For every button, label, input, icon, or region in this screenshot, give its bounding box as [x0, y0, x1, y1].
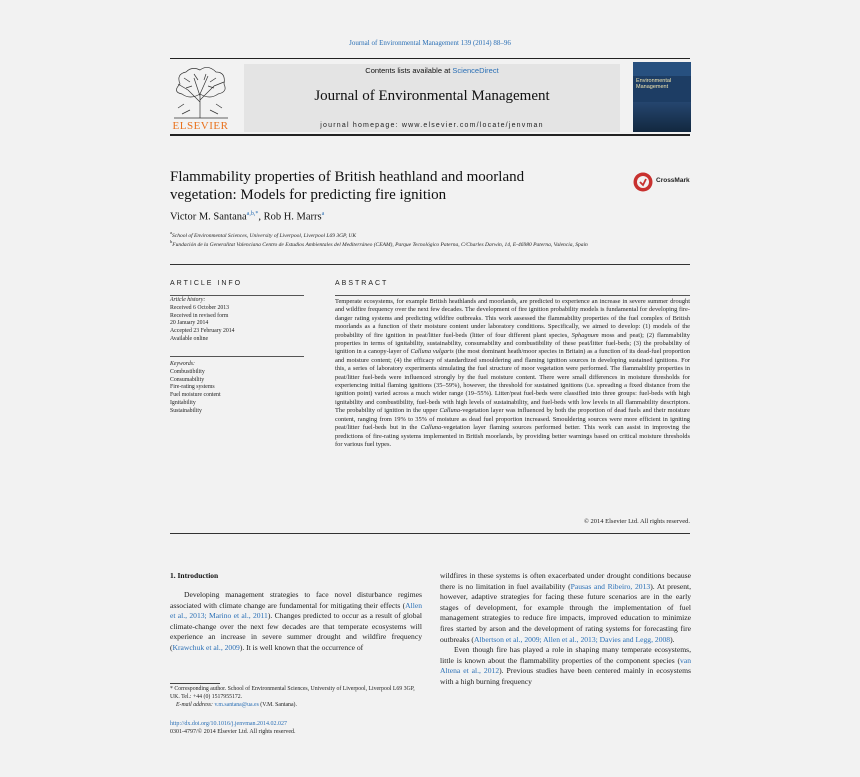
affiliation: $^b$Fundación de la Generalitat Valenciana Centro de Estudios Ambientales del Mediterráneo (CEAM), Parque Tecnológico Paterna, C/Charles Darwin, 14, E-46980 Paterna, Valencia, Spain	[170, 239, 588, 248]
abstract-text: Temperate ecosystems, for example British heathlands and moorlands, are predicted to experience an increase in severe summer drought and wildfire frequency over the next few decades. The development of fire ignition probability models is fundamental for developing fire-danger rating systems and predicting wildfire outbreaks. This work assessed the flammability properties of the fuel complex of British moorlands as a function of their moisture content under laboratory conditions. Specifically, we aimed to develop: (1) models of the probability of fire ignition in peat/litter fuel-beds (litter of four different plant species, Sphagnum moss and peat); (2) flammability properties in terms of ignitability, sustainability, consumability and combustibility of these peat/litter fuel-beds; (3) the probability of ignition in a canopy-layer of Calluna vulgaris (the most dominant heath/moor species in Britain) as a function of its dead-fuel proportion and moisture content; (4) the efficacy of standardized smouldering and flaming ignition sources in developing sustained ignitions. For this, a series of laboratory experiments simulating the fuel structure of moor vegetation were performed. The flammability properties in peat/litter fuel-beds were influenced strongly by the fuel moisture content. There were small differences in moisture thresholds for experiencing initial flaming ignitions (35–59%), however, the threshold for sustained ignitions (i.e. spreading a fixed distance from the ignition point) varied across a much wider range (19–55%). Litter/peat fuel-beds were classified into three groups: fuel-beds with high ignitability and combustibility, fuel-beds with high levels of sustainability, and fuel-beds with low levels in all flammability descriptors. The probability of ignition in the upper Calluna-vegetation layer was influenced by both the proportion of dead fuels and their moisture content, ranging from 19% to 35% of moisture as dead fuel proportion increased. Smouldering sources were more efficient in igniting peat/litter fuel-beds but in the Calluna-vegetation layer flaming sources performed better. This work can assist in improving the predictions of fire-rating systems implemented in British moorlands, by providing better warnings based on critical moisture thresholds for various fuel types.	[335, 298, 691, 448]
elsevier-wordmark: ELSEVIER	[172, 120, 229, 132]
journal-cover-image	[633, 62, 691, 132]
journal-reference[interactable]: Journal of Environmental Management 139 (2014) 88–96	[349, 39, 511, 47]
citation-link[interactable]: Pausas and Ribeiro, 2013	[570, 581, 651, 591]
corresponding-author-note: * Corresponding author. School of Environmental Sciences, University of Liverpool, Liverpool L69 3GP, UK. Tel.: +44 (0) 1517955172.	[170, 686, 415, 700]
author-list: Victor M. Santana$^{a,b,*}$, Rob H. Marrs$^a$	[170, 211, 325, 223]
keyword: Fire-rating systems	[170, 384, 215, 391]
corresponding-author-footnote: * Corresponding author. School of Environmental Sciences, University of Liverpool, Liverpool L69 3GP, UK. Tel.: +44 (0) 1517955172. E-mail address: v.m.santana@ua.es (V.M. Santana).	[170, 686, 422, 709]
keywords-label: Keywords:	[170, 361, 195, 367]
citation-link[interactable]: Allen et al., 2013; Marino et al., 2011	[170, 600, 422, 621]
article-info-rule	[170, 295, 304, 296]
article-history	[170, 297, 304, 344]
author-name[interactable]: Victor M. Santana	[170, 211, 247, 223]
abstract-copyright: © 2014 Elsevier Ltd. All rights reserved.	[583, 518, 690, 525]
issn-copyright: 0301-4797/© 2014 Elsevier Ltd. All rights reserved.	[170, 729, 296, 735]
intro-column-right: wildfires in these systems is often exacerbated under drought conditions because there is no limitation in fuel availability (Pausas and Ribeiro, 2013). At present, however, adaptive strategies for facing these future scenarios are in the early stages of development, for example through the implementation of fuel management strategies to reduce fire impacts, improved education to minimize fires started by arson and the development of rating systems for forecasting fire outbreaks (Albertson et al., 2009; Allen et al., 2013; Davies and Legg, 2008). Even though fire has played a role in shaping many temperate ecosystems, little is known about the flammability properties of the component species (van Altena et al., 2012). Previous studies have been centered mainly in ecosystems with a high burning frequency	[440, 571, 691, 686]
author-affiliation-marker[interactable]: a	[321, 211, 325, 217]
abstract-rule	[335, 295, 690, 296]
author-name[interactable]: Rob H. Marrs	[263, 211, 322, 223]
cover-title: Environmental Management	[636, 78, 672, 90]
keywords	[170, 361, 304, 416]
history-item: Available online	[170, 335, 209, 342]
crossmark-label: CrossMark	[656, 177, 690, 184]
journal-homepage[interactable]: journal homepage: www.elsevier.com/locate/jenvman	[320, 122, 544, 129]
elsevier-tree-logo	[170, 64, 231, 120]
keyword: Fuel moisture content	[170, 392, 221, 399]
history-item: Accepted 23 February 2014	[170, 328, 235, 335]
history-item: Received in revised form	[170, 312, 229, 319]
email-label: E-mail address:	[176, 701, 215, 708]
abstract-heading: ABSTRACT	[335, 280, 389, 287]
author-affiliation-marker[interactable]: a,b,*	[246, 211, 259, 217]
email-link[interactable]: v.m.santana@ua.es	[214, 701, 259, 708]
keyword: Ignitability	[170, 399, 196, 406]
contents-prefix: Contents lists available at	[365, 66, 453, 75]
history-item: 20 January 2014	[170, 320, 209, 327]
keyword: Sustainability	[170, 407, 202, 414]
footnote-rule	[170, 683, 220, 684]
header-top-rule	[170, 58, 690, 59]
article-title: Flammability properties of British heathland and moorland vegetation: Models for predicting fire ignition	[170, 169, 525, 203]
contents-line	[244, 66, 620, 75]
intro-column-left: Developing management strategies to face novel disturbance regimes associated with climate change are fundamental for mitigating their effects (Allen et al., 2013; Marino et al., 2011). Changes predicted to occur as a result of global climate-change over the next few decades are that temperate ecosystems will experience an increase in severe summer drought and wildfire frequency (Krawchuk et al., 2009). It is well known that the occurrence of	[170, 590, 422, 652]
header-rule	[170, 134, 690, 136]
keyword: Combustibility	[170, 368, 205, 375]
abstract-bottom-rule	[170, 533, 690, 534]
crossmark-badge[interactable]	[633, 172, 693, 192]
keywords-rule	[170, 356, 304, 357]
affiliation: $^a$School of Environmental Sciences, University of Liverpool, Liverpool L69 3GP, UK	[170, 230, 357, 239]
sciencedirect-link[interactable]: ScienceDirect	[452, 66, 499, 75]
affiliation-rule	[170, 264, 690, 265]
citation-link[interactable]: van Altena et al., 2012	[440, 655, 691, 676]
citation-link[interactable]: Albertson et al., 2009; Allen et al., 2013; Davies and Legg, 2008	[473, 634, 671, 644]
introduction-heading: 1. Introduction	[170, 571, 219, 580]
doi-link[interactable]: http://dx.doi.org/10.1016/j.jenvman.2014.02.027	[170, 721, 288, 727]
history-label: Article history:	[170, 297, 206, 303]
citation-link[interactable]: Krawchuk et al., 2009	[172, 642, 240, 652]
journal-title: Journal of Environmental Management	[314, 88, 550, 104]
history-item: Received 6 October 2013	[170, 304, 230, 311]
crossmark-icon	[633, 172, 653, 192]
keyword: Consumability	[170, 376, 205, 383]
article-info-heading: ARTICLE INFO	[170, 280, 243, 287]
